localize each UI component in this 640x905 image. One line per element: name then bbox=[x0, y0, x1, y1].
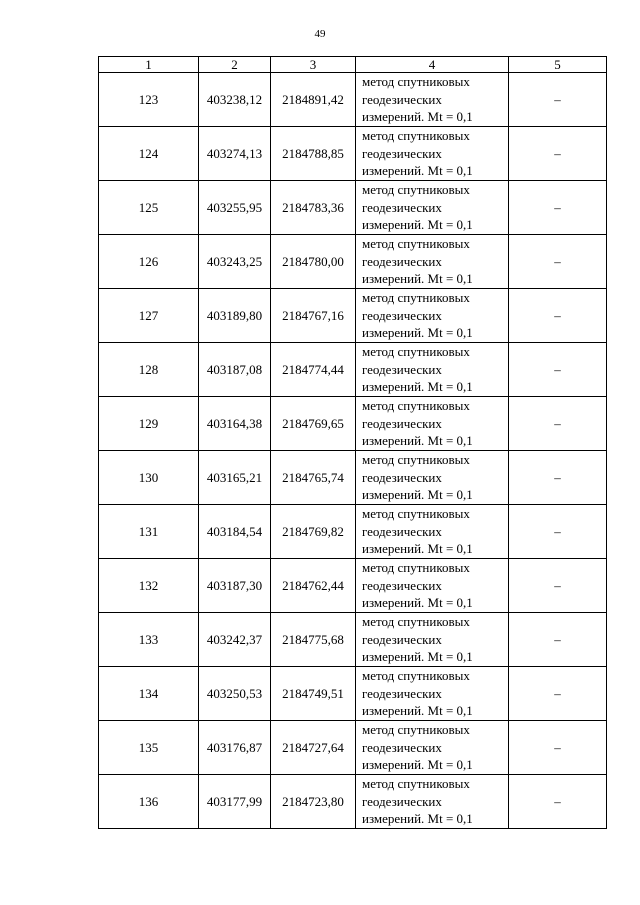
method-line-3: измерений. Mt = 0,1 bbox=[362, 433, 473, 449]
point-number-cell: 133 bbox=[99, 613, 199, 667]
method-line-2: геодезических bbox=[362, 199, 442, 215]
point-number-cell: 127 bbox=[99, 289, 199, 343]
x-coordinate-cell: 403184,54 bbox=[199, 505, 271, 559]
point-number-cell: 134 bbox=[99, 667, 199, 721]
table-row bbox=[99, 775, 607, 829]
point-number-cell: 131 bbox=[99, 505, 199, 559]
header-cell-5: 5 bbox=[509, 57, 607, 73]
method-line-2: геодезических bbox=[362, 577, 442, 593]
point-number-cell: 123 bbox=[99, 73, 199, 127]
note-cell: – bbox=[509, 73, 607, 127]
table-row bbox=[99, 667, 607, 721]
method-line-2: геодезических bbox=[362, 91, 442, 107]
method-line-3: измерений. Mt = 0,1 bbox=[362, 811, 473, 827]
method-cell bbox=[356, 559, 509, 613]
note-cell: – bbox=[509, 397, 607, 451]
method-line-3: измерений. Mt = 0,1 bbox=[362, 541, 473, 557]
method-cell bbox=[356, 667, 509, 721]
y-coordinate-cell: 2184765,74 bbox=[271, 451, 356, 505]
y-coordinate-cell: 2184769,65 bbox=[271, 397, 356, 451]
note-cell: – bbox=[509, 235, 607, 289]
x-coordinate-cell: 403177,99 bbox=[199, 775, 271, 829]
table-row bbox=[99, 73, 607, 127]
table-row bbox=[99, 289, 607, 343]
x-coordinate-cell: 403243,25 bbox=[199, 235, 271, 289]
method-line-1: метод спутниковых bbox=[362, 506, 470, 522]
point-number-cell: 129 bbox=[99, 397, 199, 451]
table-row bbox=[99, 343, 607, 397]
method-line-1: метод спутниковых bbox=[362, 74, 470, 90]
note-cell: – bbox=[509, 667, 607, 721]
table-row bbox=[99, 397, 607, 451]
point-number-cell: 128 bbox=[99, 343, 199, 397]
method-line-2: геодезических bbox=[362, 793, 442, 809]
method-cell bbox=[356, 775, 509, 829]
method-line-1: метод спутниковых bbox=[362, 560, 470, 576]
method-line-1: метод спутниковых bbox=[362, 344, 470, 360]
method-line-2: геодезических bbox=[362, 415, 442, 431]
method-cell bbox=[356, 127, 509, 181]
method-line-2: геодезических bbox=[362, 685, 442, 701]
header-cell-1: 1 bbox=[99, 57, 199, 73]
table-row bbox=[99, 559, 607, 613]
method-cell bbox=[356, 397, 509, 451]
table-row bbox=[99, 613, 607, 667]
method-line-1: метод спутниковых bbox=[362, 614, 470, 630]
y-coordinate-cell: 2184775,68 bbox=[271, 613, 356, 667]
method-line-3: измерений. Mt = 0,1 bbox=[362, 109, 473, 125]
x-coordinate-cell: 403187,08 bbox=[199, 343, 271, 397]
method-line-1: метод спутниковых bbox=[362, 290, 470, 306]
page-number: 49 bbox=[314, 28, 326, 40]
point-number-cell: 124 bbox=[99, 127, 199, 181]
method-line-2: геодезических bbox=[362, 361, 442, 377]
coordinates-table bbox=[98, 56, 607, 829]
table-row bbox=[99, 505, 607, 559]
method-line-3: измерений. Mt = 0,1 bbox=[362, 703, 473, 719]
x-coordinate-cell: 403242,37 bbox=[199, 613, 271, 667]
method-cell bbox=[356, 613, 509, 667]
note-cell: – bbox=[509, 181, 607, 235]
x-coordinate-cell: 403255,95 bbox=[199, 181, 271, 235]
y-coordinate-cell: 2184767,16 bbox=[271, 289, 356, 343]
y-coordinate-cell: 2184774,44 bbox=[271, 343, 356, 397]
method-line-1: метод спутниковых bbox=[362, 398, 470, 414]
method-line-3: измерений. Mt = 0,1 bbox=[362, 163, 473, 179]
header-row bbox=[99, 57, 607, 73]
note-cell: – bbox=[509, 343, 607, 397]
note-cell: – bbox=[509, 775, 607, 829]
header-cell-2: 2 bbox=[199, 57, 271, 73]
x-coordinate-cell: 403274,13 bbox=[199, 127, 271, 181]
method-line-3: измерений. Mt = 0,1 bbox=[362, 757, 473, 773]
x-coordinate-cell: 403250,53 bbox=[199, 667, 271, 721]
method-line-3: измерений. Mt = 0,1 bbox=[362, 595, 473, 611]
x-coordinate-cell: 403176,87 bbox=[199, 721, 271, 775]
method-line-1: метод спутниковых bbox=[362, 452, 470, 468]
point-number-cell: 126 bbox=[99, 235, 199, 289]
y-coordinate-cell: 2184762,44 bbox=[271, 559, 356, 613]
y-coordinate-cell: 2184783,36 bbox=[271, 181, 356, 235]
method-line-2: геодезических bbox=[362, 523, 442, 539]
note-cell: – bbox=[509, 721, 607, 775]
x-coordinate-cell: 403238,12 bbox=[199, 73, 271, 127]
method-line-1: метод спутниковых bbox=[362, 182, 470, 198]
method-line-2: геодезических bbox=[362, 469, 442, 485]
note-cell: – bbox=[509, 505, 607, 559]
y-coordinate-cell: 2184749,51 bbox=[271, 667, 356, 721]
method-line-1: метод спутниковых bbox=[362, 776, 470, 792]
point-number-cell: 136 bbox=[99, 775, 199, 829]
y-coordinate-cell: 2184727,64 bbox=[271, 721, 356, 775]
method-line-1: метод спутниковых bbox=[362, 128, 470, 144]
method-line-3: измерений. Mt = 0,1 bbox=[362, 487, 473, 503]
method-cell bbox=[356, 289, 509, 343]
table-row bbox=[99, 451, 607, 505]
point-number-cell: 130 bbox=[99, 451, 199, 505]
method-cell bbox=[356, 451, 509, 505]
table-body bbox=[99, 73, 607, 829]
y-coordinate-cell: 2184723,80 bbox=[271, 775, 356, 829]
y-coordinate-cell: 2184891,42 bbox=[271, 73, 356, 127]
method-cell bbox=[356, 181, 509, 235]
table-row bbox=[99, 235, 607, 289]
method-line-3: измерений. Mt = 0,1 bbox=[362, 379, 473, 395]
y-coordinate-cell: 2184769,82 bbox=[271, 505, 356, 559]
y-coordinate-cell: 2184780,00 bbox=[271, 235, 356, 289]
x-coordinate-cell: 403164,38 bbox=[199, 397, 271, 451]
note-cell: – bbox=[509, 451, 607, 505]
method-cell bbox=[356, 505, 509, 559]
point-number-cell: 125 bbox=[99, 181, 199, 235]
x-coordinate-cell: 403189,80 bbox=[199, 289, 271, 343]
method-line-2: геодезических bbox=[362, 253, 442, 269]
table-row bbox=[99, 181, 607, 235]
method-line-3: измерений. Mt = 0,1 bbox=[362, 271, 473, 287]
header-cell-3: 3 bbox=[271, 57, 356, 73]
method-line-3: измерений. Mt = 0,1 bbox=[362, 325, 473, 341]
x-coordinate-cell: 403165,21 bbox=[199, 451, 271, 505]
method-line-1: метод спутниковых bbox=[362, 722, 470, 738]
method-line-2: геодезических bbox=[362, 307, 442, 323]
method-cell bbox=[356, 721, 509, 775]
method-line-1: метод спутниковых bbox=[362, 668, 470, 684]
point-number-cell: 132 bbox=[99, 559, 199, 613]
header-cell-4: 4 bbox=[356, 57, 509, 73]
method-cell bbox=[356, 343, 509, 397]
method-cell bbox=[356, 235, 509, 289]
method-line-2: геодезических bbox=[362, 739, 442, 755]
method-line-2: геодезических bbox=[362, 145, 442, 161]
table-row bbox=[99, 721, 607, 775]
method-line-3: измерений. Mt = 0,1 bbox=[362, 217, 473, 233]
point-number-cell: 135 bbox=[99, 721, 199, 775]
method-line-1: метод спутниковых bbox=[362, 236, 470, 252]
method-cell bbox=[356, 73, 509, 127]
note-cell: – bbox=[509, 289, 607, 343]
table-row bbox=[99, 127, 607, 181]
note-cell: – bbox=[509, 559, 607, 613]
note-cell: – bbox=[509, 127, 607, 181]
x-coordinate-cell: 403187,30 bbox=[199, 559, 271, 613]
method-line-2: геодезических bbox=[362, 631, 442, 647]
note-cell: – bbox=[509, 613, 607, 667]
y-coordinate-cell: 2184788,85 bbox=[271, 127, 356, 181]
table-header bbox=[99, 57, 607, 73]
method-line-3: измерений. Mt = 0,1 bbox=[362, 649, 473, 665]
